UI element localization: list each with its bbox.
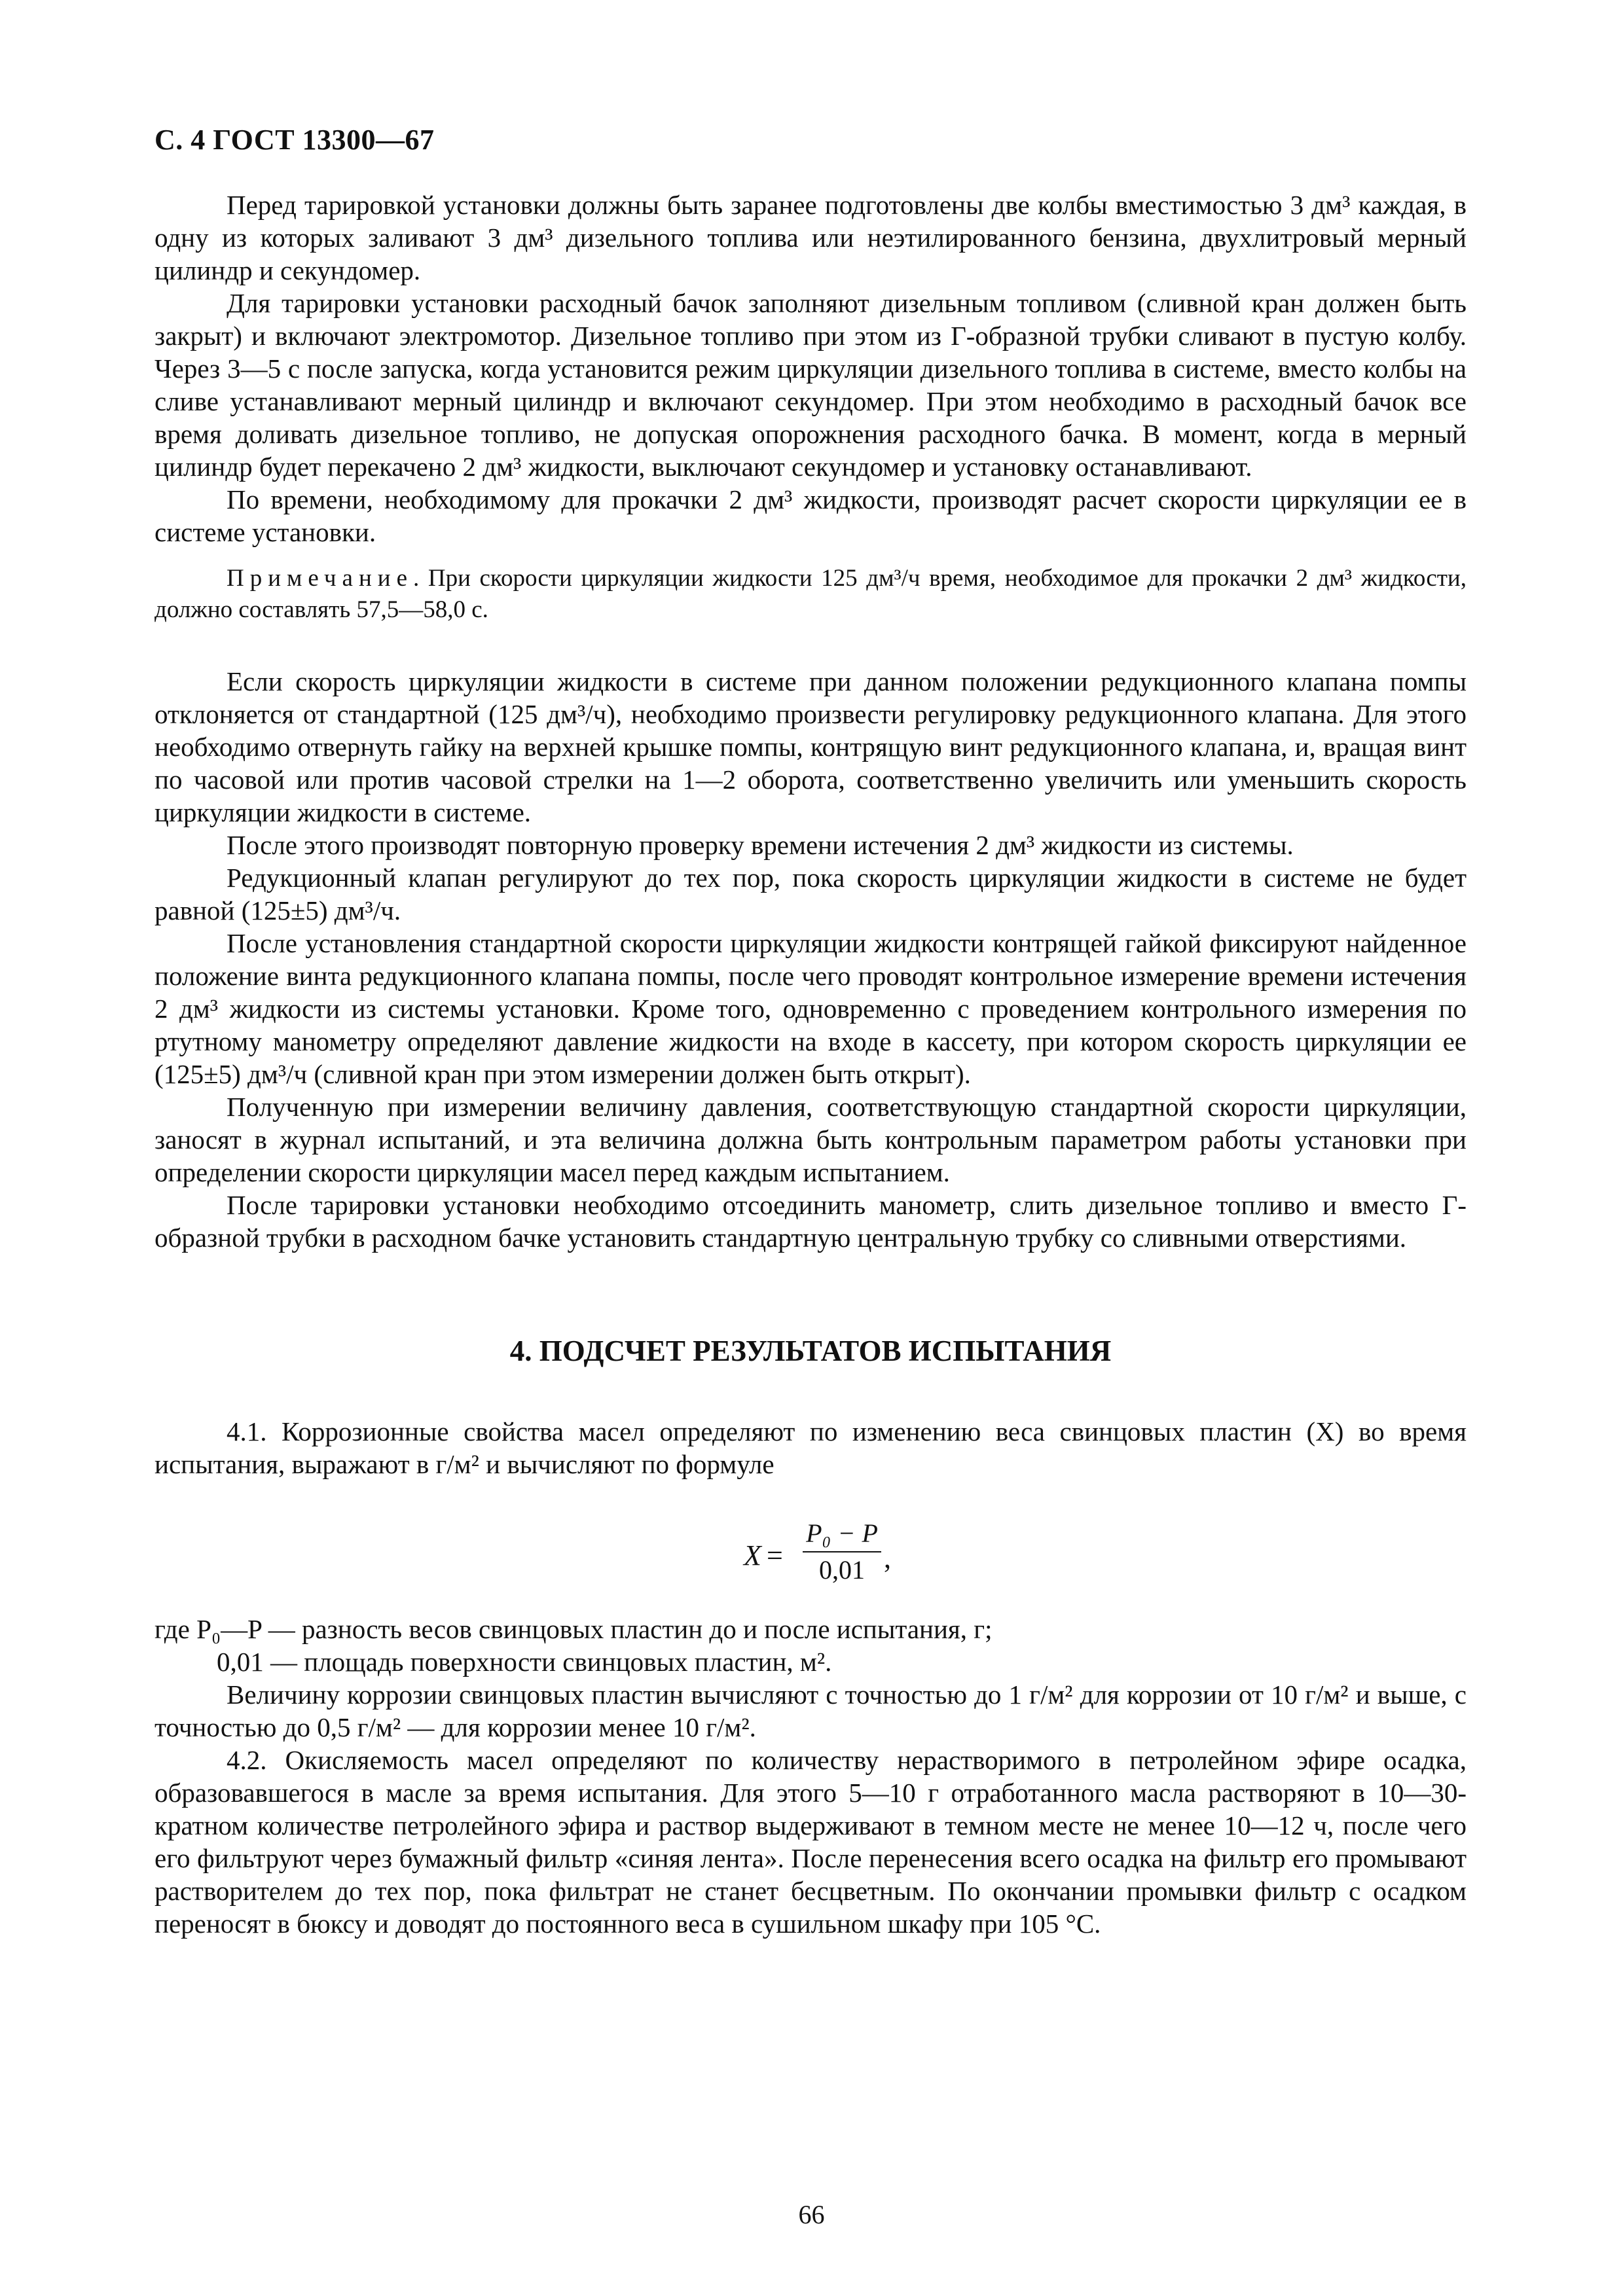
formula-numerator: P₀ − P bbox=[806, 1518, 878, 1548]
formula-denominator: 0,01 bbox=[819, 1555, 865, 1585]
paragraph: 4.1. Коррозионные свойства масел определяют по изменению веса свинцовых пластин (X) во время испытания, выражают в г/м² и вычисляют по формуле bbox=[155, 1416, 1467, 1479]
paragraph: По времени, необходимому для прокачки 2 дм³ жидкости, производят расчет скорости циркуляции ее в системе установки. bbox=[155, 484, 1467, 547]
paragraph: После установления стандартной скорости циркуляции жидкости контрящей гайкой фиксируют найденное положение винта редукционного клапана помпы, после чего проводят контрольное измерение времени истечения 2 дм³ жидкости из системы установки. Кроме того, одновременно с проведением контрольного измерения по ртутному манометру определяют давление жидкости на входе в кассету, при котором скорость циркуляции ее (125±5) дм³/ч (сливной кран при этом измерении должен быть открыт). bbox=[155, 928, 1467, 1089]
paragraph: Полученную при измерении величину давления, соответствующую стандартной скорости циркуляции, заносят в журнал испытаний, и эта величина должна быть контрольным параметром работы установки при определении скорости циркуляции масел перед каждым испытанием. bbox=[155, 1092, 1467, 1187]
paragraph: Если скорость циркуляции жидкости в системе при данном положении редукционного клапана помпы отклоняется от стандартной (125 дм³/ч), необходимо произвести регулировку редукционного клапана. Для этого необходимо отвернуть гайку на верхней крышке помпы, контрящую винт редукционного клапана, и, вращая винт по часовой или против часовой стрелки на 1—2 оборота, соответственно увеличить или уменьшить скорость циркуляции жидкости в системе. bbox=[155, 666, 1467, 827]
formula-lhs: X bbox=[744, 1539, 761, 1571]
paragraph: Для тарировки установки расходный бачок заполняют дизельным топливом (сливной кран должен быть закрыт) и включают электромотор. Дизельное топливо при этом из Г-образной трубки сливают в пустую колбу. Через 3—5 с после запуска, когда установится режим циркуляции дизельного топлива в системе, вместо колбы на сливе устанавливают мерный цилиндр и включают секундомер. При этом необходимо в расходный бачок все время доливать дизельное топливо, не допуская опорожнения расходного бачка. В момент, когда в мерный цилиндр будет перекачено 2 дм³ жидкости, выключают секундомер и установку останавливают. bbox=[155, 288, 1467, 482]
fraction-bar bbox=[803, 1551, 881, 1552]
paragraph: Перед тарировкой установки должны быть заранее подготовлены две колбы вместимостью 3 дм³ каждая, в одну из которых заливают 3 дм³ дизельного топлива или неэтилированного бензина, двухлитровый мерный цилиндр и секундомер. bbox=[155, 190, 1467, 285]
formula bbox=[155, 1507, 1467, 1605]
note-label: Примечание bbox=[227, 565, 413, 592]
paragraph: После этого производят повторную проверку времени истечения 2 дм³ жидкости из системы. bbox=[227, 830, 1294, 860]
page-number: 66 bbox=[798, 2200, 825, 2229]
formula-comma: , bbox=[884, 1542, 891, 1574]
formula-explanation: 0,01 — площадь поверхности свинцовых пластин, м². bbox=[217, 1647, 832, 1677]
formula-fraction bbox=[803, 1518, 881, 1585]
page-header: С. 4 ГОСТ 13300—67 bbox=[155, 124, 435, 156]
section-heading: 4. ПОДСЧЕТ РЕЗУЛЬТАТОВ ИСПЫТАНИЯ bbox=[509, 1335, 1112, 1367]
paragraph: Величину коррозии свинцовых пластин вычисляют с точностью до 1 г/м² для коррозии от 10 г/м² и выше, с точностью до 0,5 г/м² — для коррозии менее 10 г/м². bbox=[155, 1679, 1467, 1742]
formula-explanation: где P₀—P — разность весов свинцовых пластин до и после испытания, г; bbox=[155, 1614, 993, 1644]
paragraph: Редукционный клапан регулируют до тех пор, пока скорость циркуляции жидкости в системе не будет равной (125±5) дм³/ч. bbox=[155, 863, 1467, 925]
formula-equals: = bbox=[767, 1539, 783, 1571]
paragraph: 4.2. Окисляемость масел определяют по количеству нерастворимого в петролейном эфире осадка, образовавшегося в масле за время испытания. Для этого 5—10 г отработанного масла растворяют в 10—30-кратном количестве петролейного эфира и раствор выдерживают в темном месте не менее 10—12 ч, после чего его фильтруют через бумажный фильтр «синяя лента». После перенесения всего осадка на фильтр его промывают растворителем до тех пор, пока фильтрат не станет бесцветным. По окончании промывки фильтр с осадком переносят в бюксу и доводят до постоянного веса в сушильном шкафу при 105 °С. bbox=[155, 1745, 1467, 1939]
note-text: . При скорости циркуляции жидкости 125 дм³/ч время, необходимое для прокачки 2 дм³ жидкости, должно составлять 57,5—58,0 с. bbox=[155, 565, 1467, 623]
document-body bbox=[155, 188, 1467, 1940]
note bbox=[155, 563, 1467, 626]
paragraph: После тарировки установки необходимо отсоединить манометр, слить дизельное топливо и вместо Г-образной трубки в расходном бачке установить стандартную центральную трубку со сливными отверстиями. bbox=[155, 1190, 1467, 1253]
